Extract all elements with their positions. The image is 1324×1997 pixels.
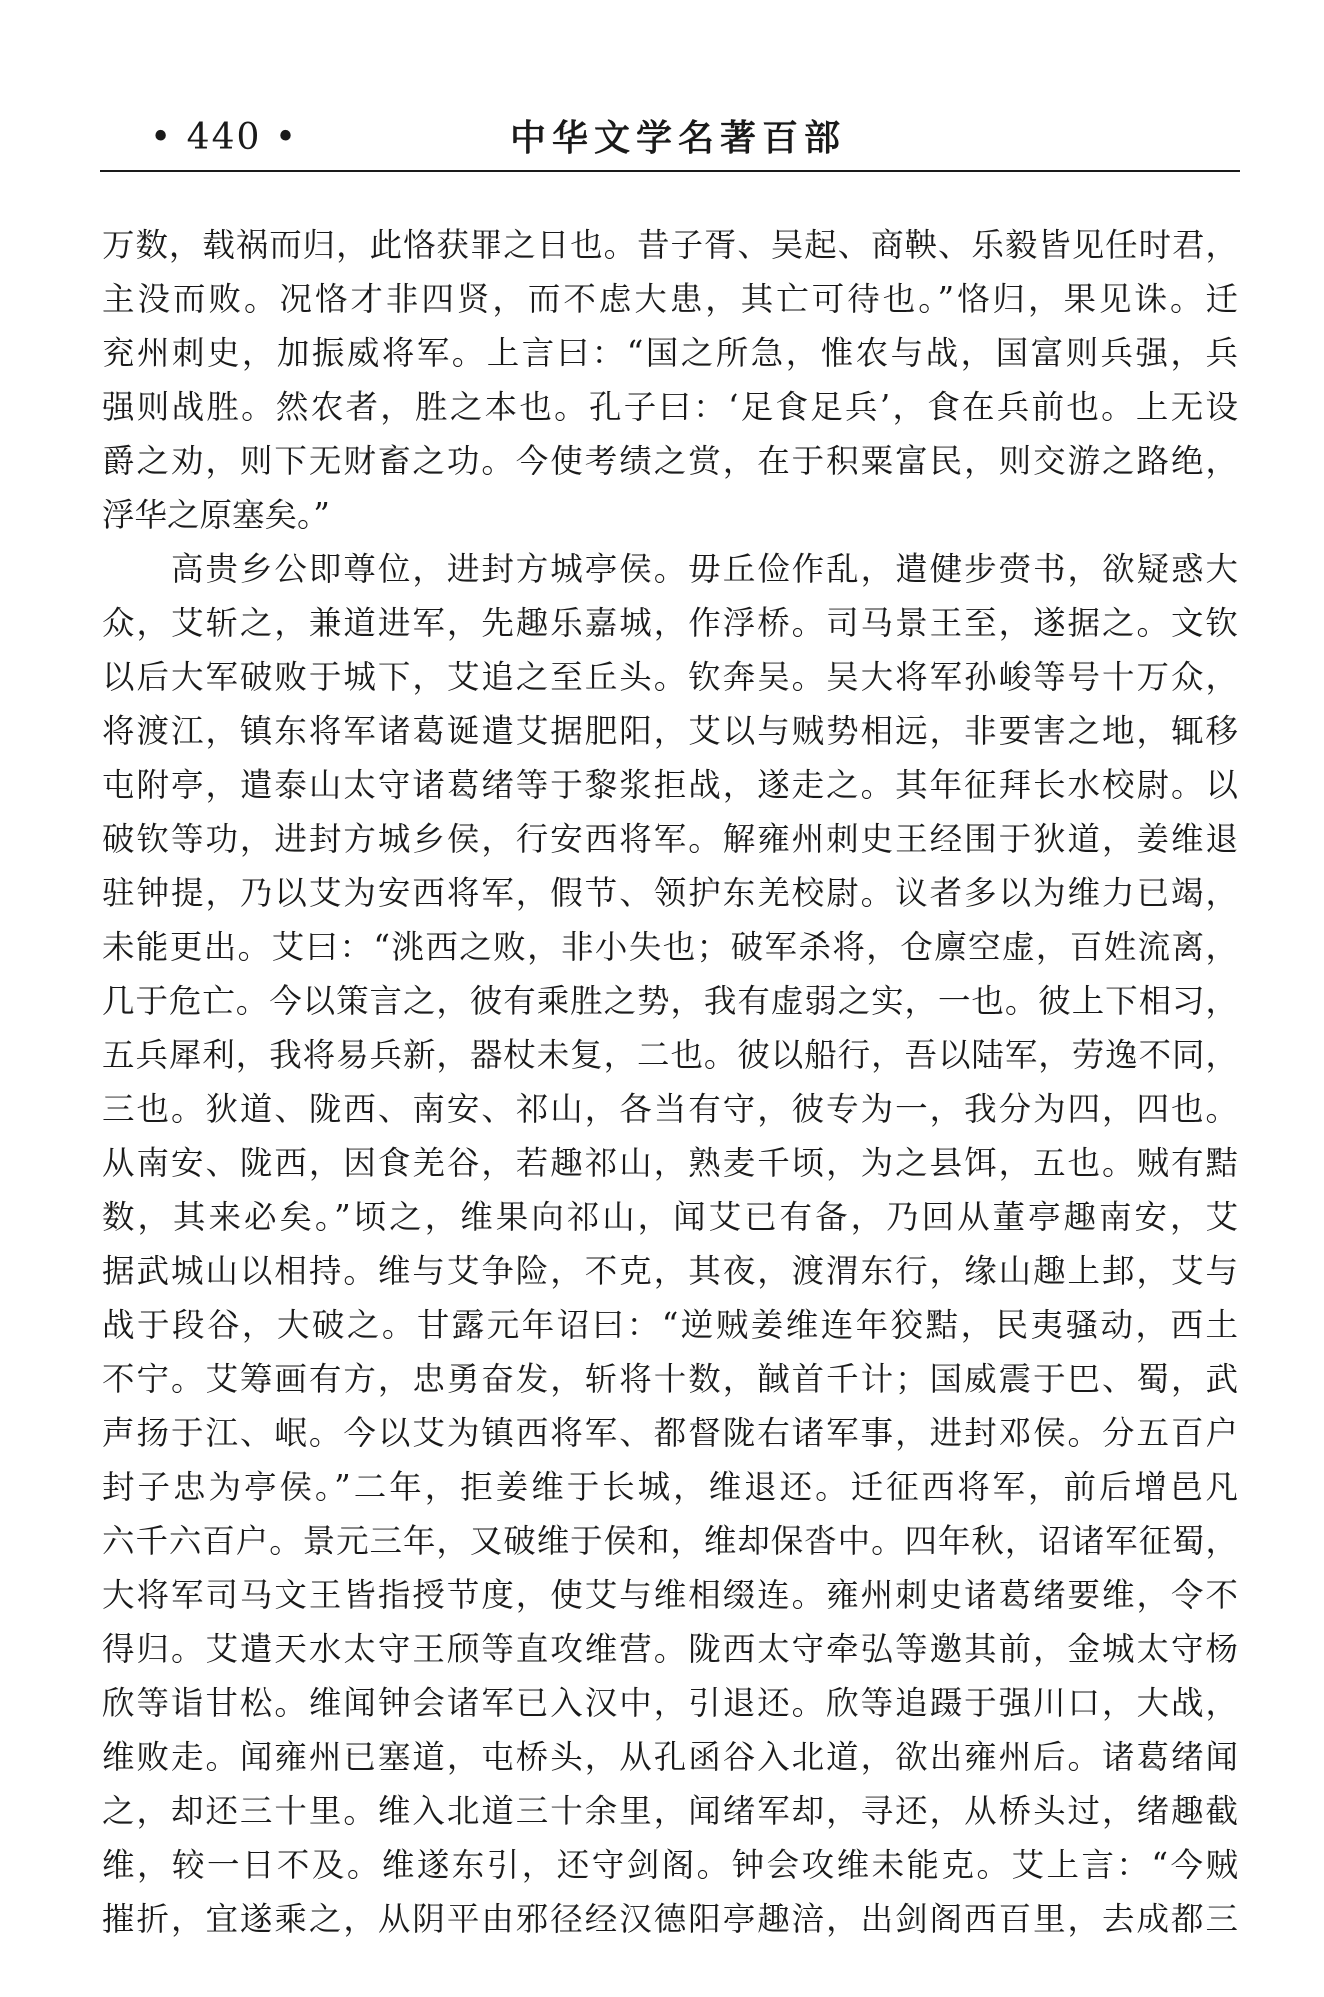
text-line: 万数，载祸而归，此恪获罪之日也。昔子胥、吴起、商鞅、乐毅皆见任时君， <box>102 226 1238 264</box>
text-line: 欣等诣甘松。维闻钟会诸军已入汉中，引退还。欣等追蹑于强川口，大战， <box>102 1684 1238 1722</box>
text-line: 驻钟提，乃以艾为安西将军，假节、领护东羌校尉。议者多以为维力已竭， <box>102 874 1238 912</box>
text-line: 得归。艾遣天水太守王颀等直攻维营。陇西太守牵弘等邀其前，金城太守杨 <box>102 1630 1238 1668</box>
text-line: 几于危亡。今以策言之，彼有乘胜之势，我有虚弱之实，一也。彼上下相习， <box>102 982 1238 1020</box>
page-number: • 440 • <box>150 117 299 158</box>
text-line: 众，艾斩之，兼道进军，先趣乐嘉城，作浮桥。司马景王至，遂据之。文钦 <box>102 604 1238 642</box>
text-line: 之，却还三十里。维入北道三十余里，闻绪军却，寻还，从桥头过，绪趣截 <box>102 1792 1238 1830</box>
text-line: 将渡江，镇东将军诸葛诞遣艾据肥阳，艾以与贼势相远，非要害之地，辄移 <box>102 712 1238 750</box>
text-line: 摧折，宜遂乘之，从阴平由邪径经汉德阳亭趣涪，出剑阁西百里，去成都三 <box>102 1900 1238 1938</box>
text-line: 维败走。闻雍州已塞道，屯桥头，从孔函谷入北道，欲出雍州后。诸葛绪闻 <box>102 1738 1238 1776</box>
text-line: 三也。狄道、陇西、南安、祁山，各当有守，彼专为一，我分为四，四也。 <box>102 1090 1238 1128</box>
text-line: 破钦等功，进封方城乡侯，行安西将军。解雍州刺史王经围于狄道，姜维退 <box>102 820 1238 858</box>
text-line: 数，其来必矣。”顷之，维果向祁山，闻艾已有备，乃回从董亭趣南安，艾 <box>102 1198 1238 1236</box>
book-title: 中华文学名著百部 <box>510 117 847 159</box>
page-header <box>100 110 1240 166</box>
body-text <box>102 218 1238 1946</box>
text-line: 维，较一日不及。维遂东引，还守剑阁。钟会攻维未能克。艾上言：“今贼 <box>102 1846 1238 1884</box>
text-line: 兖州刺史，加振威将军。上言曰：“国之所急，惟农与战，国富则兵强，兵 <box>102 334 1238 372</box>
text-line: 据武城山以相持。维与艾争险，不克，其夜，渡渭东行，缘山趣上邽，艾与 <box>102 1252 1238 1290</box>
text-line: 屯附亭，遣泰山太守诸葛绪等于黎浆拒战，遂走之。其年征拜长水校尉。以 <box>102 766 1238 804</box>
text-line: 以后大军破败于城下，艾追之至丘头。钦奔吴。吴大将军孙峻等号十万众， <box>102 658 1238 696</box>
text-line: 高贵乡公即尊位，进封方城亭侯。毋丘俭作乱，遣健步赍书，欲疑惑大 <box>102 550 1238 588</box>
text-line: 不宁。艾筹画有方，忠勇奋发，斩将十数，馘首千计；国威震于巴、蜀，武 <box>102 1360 1238 1398</box>
text-line: 强则战胜。然农者，胜之本也。孔子曰：‘足食足兵’，食在兵前也。上无设 <box>102 388 1238 426</box>
text-line: 从南安、陇西，因食羌谷，若趣祁山，熟麦千顷，为之县饵，五也。贼有黠 <box>102 1144 1238 1182</box>
text-line: 六千六百户。景元三年，又破维于侯和，维却保沓中。四年秋，诏诸军征蜀， <box>102 1522 1238 1560</box>
text-line: 主没而败。况恪才非四贤，而不虑大患，其亡可待也。”恪归，果见诛。迁 <box>102 280 1238 318</box>
text-line: 大将军司马文王皆指授节度，使艾与维相缀连。雍州刺史诸葛绪要维，令不 <box>102 1576 1238 1614</box>
text-line: 封子忠为亭侯。”二年，拒姜维于长城，维退还。迁征西将军，前后增邑凡 <box>102 1468 1238 1506</box>
text-line: 未能更出。艾曰：“洮西之败，非小失也；破军杀将，仓廪空虚，百姓流离， <box>102 928 1238 966</box>
header-rule <box>100 170 1240 172</box>
text-line: 浮华之原塞矣。” <box>102 496 330 534</box>
text-line: 爵之劝，则下无财畜之功。今使考绩之赏，在于积粟富民，则交游之路绝， <box>102 442 1238 480</box>
text-line: 声扬于江、岷。今以艾为镇西将军、都督陇右诸军事，进封邓侯。分五百户 <box>102 1414 1238 1452</box>
text-line: 五兵犀利，我将易兵新，器杖未复，二也。彼以船行，吾以陆军，劳逸不同， <box>102 1036 1238 1074</box>
text-line: 战于段谷，大破之。甘露元年诏曰：“逆贼姜维连年狡黠，民夷骚动，西土 <box>102 1306 1238 1344</box>
